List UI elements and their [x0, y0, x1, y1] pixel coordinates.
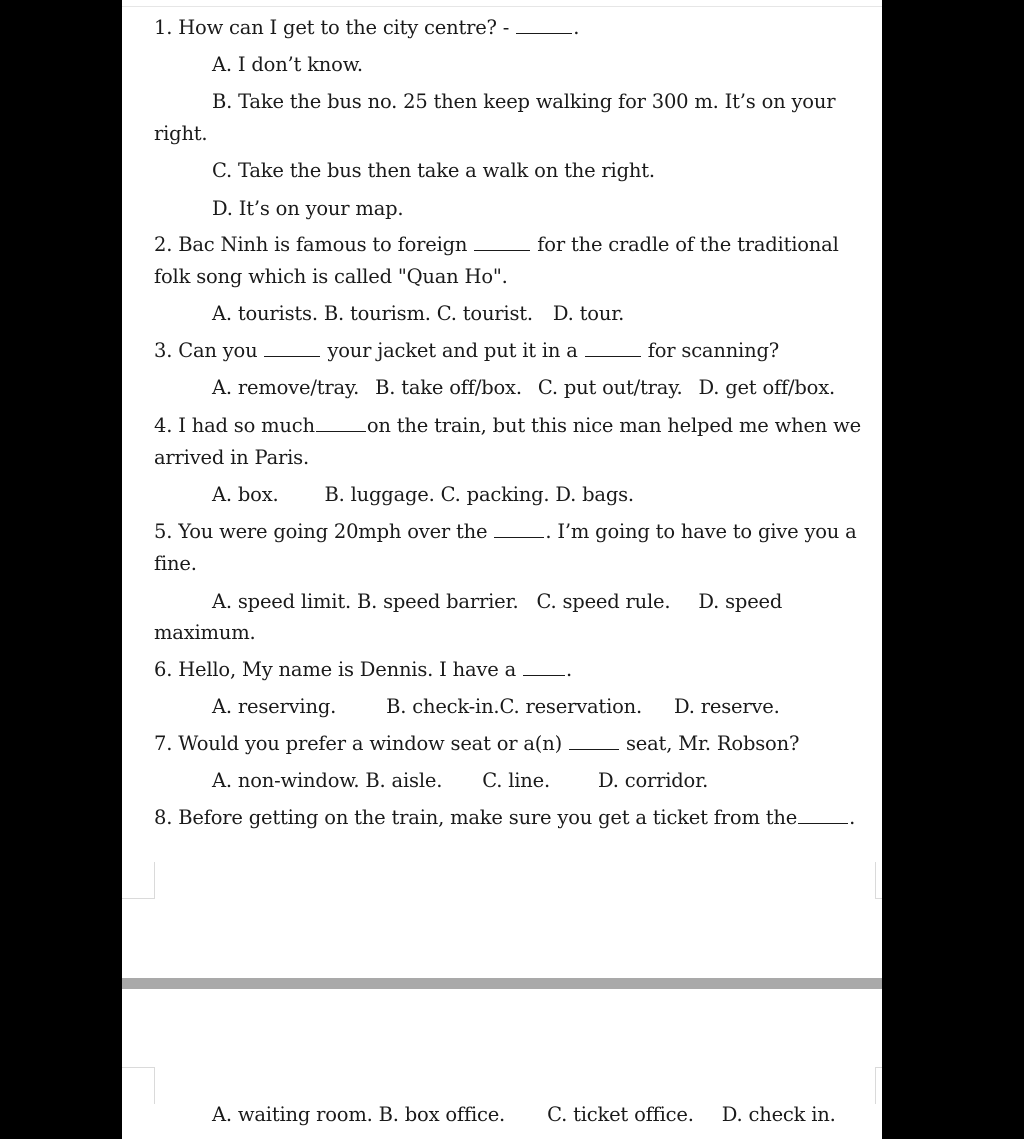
option-3b: B. take off/box.: [375, 376, 522, 399]
option-5d: D. speed: [698, 590, 783, 613]
document-page-1: [122, 0, 882, 978]
option-4b: B. luggage.: [324, 483, 435, 506]
question-number: 7.: [154, 732, 173, 755]
option-8b: B. box office.: [378, 1103, 506, 1126]
question-4-continued: arrived in Paris.: [154, 446, 309, 469]
option-3a: A. remove/tray.: [212, 376, 360, 399]
question-number: 3.: [154, 339, 173, 362]
question-text: Before getting on the train, make sure you get a ticket from the: [178, 806, 798, 829]
question-number: 8.: [154, 806, 173, 829]
option-1a: A. I don’t know.: [212, 53, 363, 76]
option-1b-continued: right.: [154, 122, 208, 145]
question-2-continued: folk song which is called "Quan Ho".: [154, 265, 508, 288]
question-3: [154, 338, 779, 364]
option-3d: D. get off/box.: [698, 376, 836, 399]
question-text: .: [566, 658, 573, 681]
option-1d: D. It’s on your map.: [212, 197, 404, 220]
option-5b: B. speed barrier.: [356, 590, 519, 613]
question-5-continued: fine.: [154, 552, 197, 575]
option-2b: B. tourism.: [323, 302, 431, 325]
crop-mark-top-left: [122, 1067, 155, 1104]
option-7c: C. line.: [482, 769, 550, 792]
options-3: [212, 375, 835, 401]
question-7: [154, 731, 799, 757]
option-8a: A. waiting room.: [212, 1103, 373, 1126]
options-5: [212, 589, 782, 615]
answer-blank: [523, 657, 565, 676]
option-5c: C. speed rule.: [536, 590, 671, 613]
option-6b: B. check-in.: [386, 695, 500, 718]
question-text: Would you prefer a window seat or a(n): [178, 732, 562, 755]
question-6: [154, 657, 572, 683]
crop-mark-top-right: [875, 1067, 882, 1104]
question-1: [154, 15, 579, 41]
answer-blank: [516, 15, 572, 34]
option-8c: C. ticket office.: [547, 1103, 694, 1126]
options-8: [212, 1102, 836, 1128]
question-text: .: [573, 16, 580, 39]
option-5d-continued: maximum.: [154, 621, 256, 644]
question-text: .: [849, 806, 856, 829]
option-7a: A. non-window.: [212, 769, 360, 792]
question-text: seat, Mr. Robson?: [625, 732, 800, 755]
answer-blank: [798, 805, 848, 824]
question-4: [154, 413, 861, 439]
question-8: [154, 805, 855, 831]
question-text: your jacket and put it in a: [327, 339, 578, 362]
question-text: Can you: [178, 339, 258, 362]
question-number: 5.: [154, 520, 173, 543]
question-text: for the cradle of the traditional: [537, 233, 839, 256]
option-1b: B. Take the bus no. 25 then keep walking for 300 m. It’s on your: [212, 90, 836, 113]
question-text: . I’m going to have to give you a: [545, 520, 857, 543]
question-number: 4.: [154, 414, 173, 437]
question-number: 2.: [154, 233, 173, 256]
option-6a: A. reserving.: [212, 695, 337, 718]
answer-blank: [585, 338, 641, 357]
answer-blank: [569, 731, 619, 750]
options-4: [212, 482, 634, 508]
question-2: [154, 232, 839, 258]
page-separator: [122, 978, 882, 989]
option-1c: C. Take the bus then take a walk on the right.: [212, 159, 655, 182]
crop-mark-bottom-right: [875, 862, 882, 899]
option-3c: C. put out/tray.: [537, 376, 683, 399]
answer-blank: [264, 338, 320, 357]
option-7b: B. aisle.: [365, 769, 443, 792]
option-5a: A. speed limit.: [212, 590, 351, 613]
crop-mark-bottom-left: [122, 862, 155, 899]
option-4c: C. packing.: [440, 483, 550, 506]
option-8d: D. check in.: [721, 1103, 836, 1126]
options-2: [212, 301, 624, 327]
option-2d: D. tour.: [552, 302, 625, 325]
answer-blank: [474, 232, 530, 251]
option-2a: A. tourists.: [212, 302, 318, 325]
question-number: 1.: [154, 16, 173, 39]
question-text: Bac Ninh is famous to foreign: [178, 233, 468, 256]
option-2c: C. tourist.: [436, 302, 533, 325]
option-6d: D. reserve.: [674, 695, 780, 718]
option-6c: C. reservation.: [499, 695, 643, 718]
question-5: [154, 519, 857, 545]
question-number: 6.: [154, 658, 173, 681]
page-top-border: [122, 6, 882, 7]
question-text: How can I get to the city centre? -: [178, 16, 510, 39]
question-text: I had so much: [178, 414, 315, 437]
document-page-2: [122, 989, 882, 1139]
answer-blank: [316, 413, 366, 432]
question-text: You were going 20mph over the: [178, 520, 488, 543]
question-text: Hello, My name is Dennis. I have a: [178, 658, 517, 681]
options-6: [212, 694, 780, 720]
option-4a: A. box.: [212, 483, 279, 506]
answer-blank: [494, 519, 544, 538]
options-7: [212, 768, 708, 794]
question-text: for scanning?: [647, 339, 779, 362]
option-4d: D. bags.: [555, 483, 634, 506]
question-text: on the train, but this nice man helped me when we: [366, 414, 861, 437]
option-7d: D. corridor.: [598, 769, 709, 792]
